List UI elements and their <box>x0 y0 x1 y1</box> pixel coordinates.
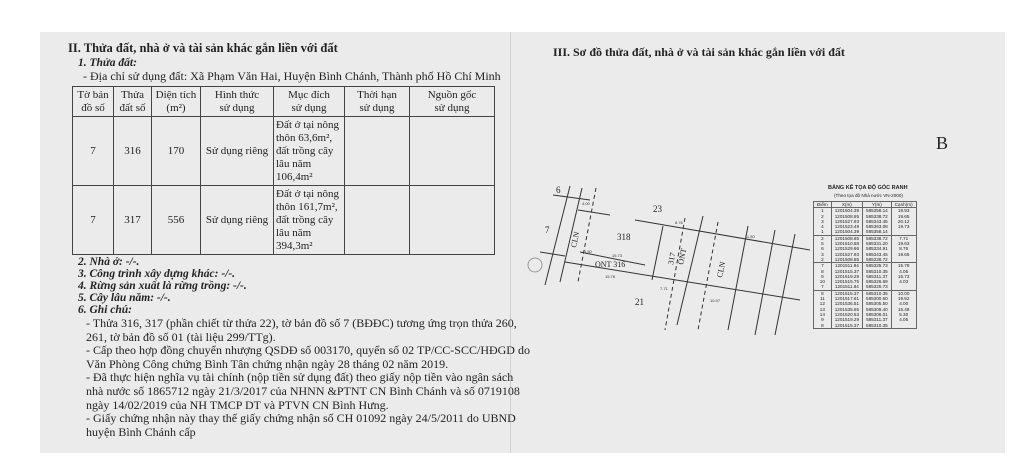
note: - Giấy chứng nhận này thay thế giấy chứng nhận số CH 01092 ngày 24/5/2011 do UBND huyện Bình Chánh cấp <box>86 411 516 439</box>
edge-length: 15.73 <box>891 274 916 279</box>
x-coord: 1201504.39 <box>831 208 862 214</box>
edge-length: 19.93 <box>891 208 916 214</box>
x-coord: 1201519.29 <box>831 317 862 322</box>
dimension: 15.73 <box>612 253 623 258</box>
dimension: 11.50 <box>745 234 755 239</box>
cell-parcel: 317 <box>114 186 152 255</box>
point-id: 8 <box>814 323 832 329</box>
dimension: 10.97 <box>710 298 721 303</box>
y-coord: 585310.35 <box>863 323 892 329</box>
land-table <box>72 86 495 255</box>
boundary-line <box>652 226 663 280</box>
boundary-line <box>677 216 703 325</box>
point-id: 8 <box>814 269 832 274</box>
edge-length: 19.63 <box>891 241 916 246</box>
section-title-diagram: III. Sơ đồ thửa đất, nhà ở và tài sản khác gắn liền với đất <box>553 45 845 59</box>
x-coord: 1201508.85 <box>831 235 862 241</box>
y-coord: 585343.45 <box>863 252 892 257</box>
point-id: 11 <box>814 296 832 301</box>
point-id: 2 <box>814 214 832 219</box>
label-parcel-23: 23 <box>653 204 662 214</box>
boundary-line <box>755 230 775 335</box>
x-coord: 1201527.93 <box>831 219 862 224</box>
item-forest: 4. Rừng sản xuất là rừng trồng: -/-. <box>78 280 247 292</box>
x-coord: 1201504.39 <box>831 229 862 235</box>
x-coord: 1201520.53 <box>831 312 862 317</box>
point-id: 10 <box>814 279 832 284</box>
y-coord: 585305.50 <box>863 301 892 306</box>
table-row <box>73 117 495 186</box>
label-parcel-318: 318 <box>617 232 631 242</box>
point-id: 5 <box>814 241 832 246</box>
y-coord: 585338.72 <box>863 257 892 263</box>
road-line <box>665 218 685 330</box>
dimension: 8.76 <box>675 220 683 225</box>
x-coord: 1201515.37 <box>831 269 862 274</box>
edge-length: 4.00 <box>891 301 916 306</box>
cell-area: 170 <box>152 117 201 186</box>
point-id: 12 <box>814 301 832 306</box>
x-coord: 1201515.37 <box>831 290 862 296</box>
table-row <box>73 186 495 255</box>
y-coord: 585310.35 <box>863 290 892 296</box>
cell-map: 7 <box>73 186 114 255</box>
dimension: 4.00 <box>582 201 590 206</box>
col-header: Diện tích (m²) <box>152 87 201 117</box>
point-id: 2 <box>814 235 832 241</box>
cell-map: 7 <box>73 117 114 186</box>
x-coord: 1201508.85 <box>831 257 862 263</box>
y-coord: 585310.35 <box>863 269 892 274</box>
y-coord: 585338.72 <box>863 214 892 219</box>
y-coord: 585338.72 <box>863 235 892 241</box>
y-coord: 585311.37 <box>863 274 892 279</box>
y-coord: 585326.69 <box>863 279 892 284</box>
item-perennial: 5. Cây lâu năm: -/-. <box>78 292 171 304</box>
label-317: 317 <box>666 251 678 266</box>
point-id: 3 <box>814 252 832 257</box>
label-ont: ONT <box>676 247 689 266</box>
note: - Đã thực hiện nghĩa vụ tài chính (nộp tiền sử dụng đất) theo giấy nộp tiền vào ngân sách nhà nước số 1865712 ngày 21/3/2017 của NHNN &PTNT CN Bình Chánh và số 0719108 ngày 14/02/2019 của NH TMCP DT và PTVN CN Bình Hưng. <box>86 370 520 412</box>
point-id: 9 <box>814 274 832 279</box>
edge-length: 4.05 <box>891 317 916 322</box>
x-coord: 1201517.61 <box>831 296 862 301</box>
point-id: 1 <box>814 208 832 214</box>
point-id: 1 <box>814 229 832 235</box>
x-coord: 1201519.29 <box>831 274 862 279</box>
edge-length: 4.03 <box>891 279 916 284</box>
cell-purpose: Đất ở tại nông thôn 63,6m², đất trồng cây lâu năm 106,4m² <box>274 117 345 186</box>
note: - Thửa 316, 317 (phần chiết từ thửa 22), tờ bản đồ số 7 (BĐĐC) tương ứng trọn thửa 260, 261, tờ bản đồ số 01 (tài liệu 299/TTg). <box>86 316 517 344</box>
y-coord: 585358.14 <box>863 208 892 214</box>
cell-purpose: Đất ở tại nông thôn 161,7m², đất trồng cây lâu năm 394,3m² <box>274 186 345 255</box>
notes-block <box>86 317 531 439</box>
subsection-parcel: 1. Thửa đất: <box>78 57 137 69</box>
edge-length: 19.52 <box>891 296 916 301</box>
cell-origin <box>410 117 495 186</box>
x-coord: 1201529.86 <box>831 246 862 251</box>
edge-length <box>891 323 916 329</box>
table-header <box>73 87 495 117</box>
item-house: 2. Nhà ở: -/-. <box>78 256 140 268</box>
dimension: 15.78 <box>605 274 616 279</box>
col-header: X(m) <box>831 202 862 208</box>
y-coord: 585311.37 <box>863 317 892 322</box>
y-coord: 585325.73 <box>863 263 892 269</box>
page-letter: B <box>936 133 949 153</box>
coord-row <box>814 323 917 329</box>
x-coord: 1201523.49 <box>831 224 862 229</box>
boundary-line <box>545 186 570 285</box>
y-coord: 585343.45 <box>863 219 892 224</box>
x-coord: 1201515.37 <box>831 323 862 329</box>
x-coord: 1201536.51 <box>831 301 862 306</box>
coord-table-subtitle: (Theo tọa độ Nhà nước VN-2000) <box>834 193 903 198</box>
cell-parcel: 316 <box>114 117 152 186</box>
y-coord: 585300.60 <box>863 296 892 301</box>
x-coord: 1201535.65 <box>831 307 862 312</box>
note: - Cấp theo hợp đồng chuyển nhượng QSDĐ số 003170, quyển số 02 TP/CC-SCC/HĐGD do Văn Phòng Công chứng Bình Tân chứng nhận ngày 28 tháng 02 năm 2019. <box>86 343 530 371</box>
col-header: Điểm <box>814 202 832 208</box>
edge-length: 5.30 <box>891 312 916 317</box>
edge-length: 7.71 <box>891 235 916 241</box>
edge-length: 4.05 <box>891 269 916 274</box>
label-ont316: ONT 316 <box>595 260 626 269</box>
col-header: Thời hạn sử dụng <box>345 87 410 117</box>
x-coord: 1201515.75 <box>831 279 862 284</box>
edge-length: 10.00 <box>891 290 916 296</box>
col-header: Y(m) <box>863 202 892 208</box>
point-id: 2 <box>814 257 832 263</box>
point-id: 4 <box>814 224 832 229</box>
edge-length: 8.76 <box>891 246 916 251</box>
item-construction: 3. Công trình xây dựng khác: -/-. <box>78 268 236 280</box>
y-coord: 585363.08 <box>863 224 892 229</box>
x-coord: 1201508.85 <box>831 214 862 219</box>
point-id: 7 <box>814 284 832 290</box>
item-notes: 6. Ghi chú: <box>78 304 132 316</box>
point-id: 8 <box>814 290 832 296</box>
cell-area: 556 <box>152 186 201 255</box>
col-header: Tờ bản đồ số <box>73 87 114 117</box>
cell-form: Sử dụng riêng <box>201 117 274 186</box>
y-coord: 585309.40 <box>863 307 892 312</box>
cell-term <box>345 186 410 255</box>
col-header: Mục đích sử dụng <box>274 87 345 117</box>
edge-length: 15.78 <box>891 263 916 269</box>
label-parcel-6: 6 <box>556 185 561 195</box>
x-coord: 1201511.84 <box>831 284 862 290</box>
label-cln: CLN <box>569 230 582 249</box>
y-coord: 585306.01 <box>863 312 892 317</box>
x-coord: 1201511.84 <box>831 263 862 269</box>
land-address: - Địa chỉ sử dụng đất: Xã Phạm Văn Hai, Huyện Bình Chánh, Thành phố Hồ Chí Minh <box>83 69 501 83</box>
point-id: 6 <box>814 246 832 251</box>
point-id: 7 <box>814 263 832 269</box>
boundary-line <box>728 226 748 330</box>
edge-length: 20.12 <box>891 219 916 224</box>
boundary-line <box>578 210 610 215</box>
y-coord: 585325.73 <box>863 284 892 290</box>
label-cln: CLN <box>715 260 728 279</box>
point-id: 13 <box>814 307 832 312</box>
col-header: Nguồn gốc sử dụng <box>410 87 495 117</box>
edge-length: 15.48 <box>891 307 916 312</box>
dimension: 1.50 <box>584 249 592 254</box>
boundary-line <box>775 234 795 335</box>
x-coord: 1201510.58 <box>831 241 862 246</box>
boundary-line <box>553 195 590 200</box>
point-id: 14 <box>814 312 832 317</box>
col-header: Cạnh(m) <box>891 202 916 208</box>
coord-table-title: BẢNG KÊ TỌA ĐỘ GÓC RANH <box>828 185 908 191</box>
label-parcel-21: 21 <box>635 297 644 307</box>
point-id: 9 <box>814 317 832 322</box>
point-id: 3 <box>814 219 832 224</box>
edge-length: 19.73 <box>891 224 916 229</box>
y-coord: 585358.14 <box>863 229 892 235</box>
edge-length: 19.65 <box>891 252 916 257</box>
x-coord: 1201527.93 <box>831 252 862 257</box>
parcel-diagram <box>520 170 810 340</box>
cell-form: Sử dụng riêng <box>201 186 274 255</box>
cell-term <box>345 117 410 186</box>
label-parcel-7: 7 <box>545 225 550 235</box>
coordinate-table <box>813 201 917 329</box>
dimension: 7.71 <box>660 286 668 291</box>
y-coord: 585334.91 <box>863 246 892 251</box>
cell-origin <box>410 186 495 255</box>
col-header: Hình thức sử dụng <box>201 87 274 117</box>
col-header: Thửa đất số <box>114 87 152 117</box>
stamp-mark <box>528 258 542 272</box>
section-title-land: II. Thửa đất, nhà ở và tài sản khác gắn liền với đất <box>68 41 338 55</box>
edge-length: 19.65 <box>891 214 916 219</box>
y-coord: 585331.20 <box>863 241 892 246</box>
